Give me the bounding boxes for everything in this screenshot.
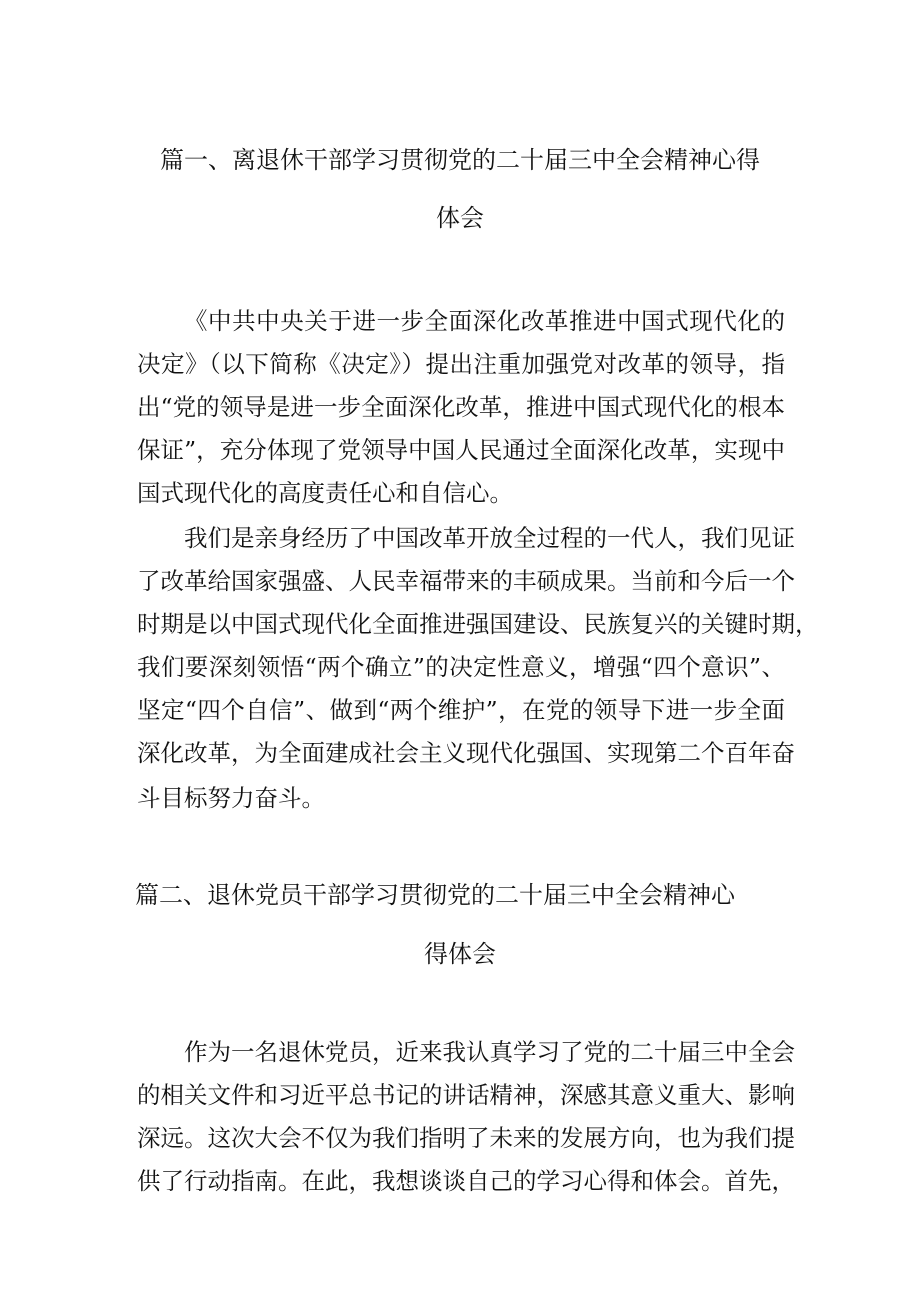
paragraph-line: 作为一名退休党员，近来我认真学习了党的二十届三中全会 bbox=[184, 1038, 795, 1066]
paragraph-line: 我们是亲身经历了中国改革开放全过程的一代人，我们见证 bbox=[184, 524, 795, 552]
paragraph-line: 的相关文件和习近平总书记的讲话精神，深感其意义重大、影响 bbox=[137, 1081, 795, 1109]
section-1-title-line-2: 体会 bbox=[436, 204, 484, 232]
section-2-title-line-1: 篇二、退休党员干部学习贯彻党的二十届三中全会精神心 bbox=[135, 881, 735, 909]
paragraph-line: 出“党的领导是进一步全面深化改革，推进中国式现代化的根本 bbox=[137, 393, 785, 421]
paragraph-line: 时期是以中国式现代化全面推进强国建设、民族复兴的关键时期， bbox=[137, 610, 819, 638]
paragraph-line: 《中共中央关于进一步全面深化改革推进中国式现代化的 bbox=[184, 307, 785, 335]
paragraph-line: 保证”，充分体现了党领导中国人民通过全面深化改革，实现中 bbox=[137, 436, 785, 464]
paragraph-line: 我们要深刻领悟“两个确立”的决定性意义，增强“四个意识”、 bbox=[137, 653, 785, 681]
section-2-title-line-2: 得体会 bbox=[424, 940, 496, 968]
section-1-title-line-1: 篇一、离退休干部学习贯彻党的二十届三中全会精神心得 bbox=[160, 146, 760, 174]
paragraph-line: 国式现代化的高度责任心和自信心。 bbox=[137, 479, 513, 507]
paragraph-line: 坚定“四个自信”、做到“两个维护”，在党的领导下进一步全面 bbox=[137, 696, 785, 724]
paragraph-line: 斗目标努力奋斗。 bbox=[137, 784, 325, 812]
paragraph-line: 深化改革，为全面建成社会主义现代化强国、实现第二个百年奋 bbox=[137, 739, 795, 767]
paragraph-line: 决定》（以下简称《决定》）提出注重加强党对改革的领导，指 bbox=[137, 350, 785, 378]
paragraph-line: 供了行动指南。在此，我想谈谈自己的学习心得和体会。首先， bbox=[137, 1167, 795, 1195]
paragraph-line: 了改革给国家强盛、人民幸福带来的丰硕成果。当前和今后一个 bbox=[137, 567, 795, 595]
paragraph-line: 深远。这次大会不仅为我们指明了未来的发展方向，也为我们提 bbox=[137, 1124, 795, 1152]
